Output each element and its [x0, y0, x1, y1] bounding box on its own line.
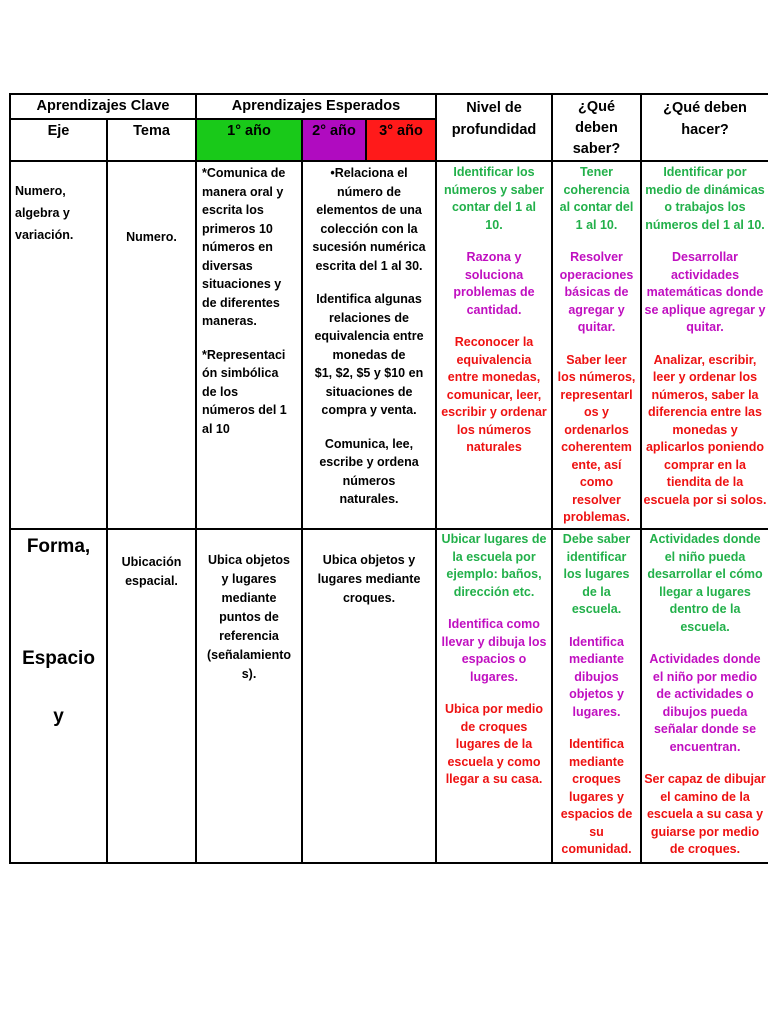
row1-nivel [437, 164, 551, 528]
aprendizajes-esperados-header: Aprendizajes Esperados [231, 98, 401, 114]
anio1-header: 1° año [227, 123, 271, 139]
eje-word: y [53, 706, 64, 727]
eje-header: Eje [47, 123, 70, 139]
text-block: Comunica, lee, escribe y ordena números naturales. [319, 436, 419, 506]
text-block: Actividades donde el niño por medio de actividades o dibujos pueda señalar donde se encuentran. [649, 652, 761, 754]
anio2-header: 2° año [312, 123, 356, 139]
text-block: Identifica como llevar y dibuja los espacios o lugares. [441, 617, 547, 684]
row2-anio23 [303, 551, 435, 851]
grid-line [9, 93, 768, 95]
row2-nivel [437, 531, 551, 861]
text-block: Identifica mediante dibujos objetos y lugares. [569, 634, 624, 719]
aprendizajes-clave-header: Aprendizajes Clave [36, 98, 170, 114]
row2-eje [11, 530, 106, 862]
row2-hacer [642, 531, 768, 861]
text-block: Desarrollar actividades matemáticas donde se aplique agregar y quitar. [644, 250, 766, 334]
text-block: Resolver operaciones básicas de agregar y quitar. [559, 250, 634, 334]
tema-header: Tema [133, 123, 170, 139]
text-block: Reconocer la equivalencia entre monedas, comunicar, leer, escribir y ordenar los números naturales [441, 335, 547, 454]
text-block: •Relaciona el número de elementos de una colección con la sucesión numérica escrita del 1 al 30. [312, 166, 426, 273]
text-block: Identifica algunas relaciones de equivalencia entre monedas de $1, $2, $5 y $10 en situaciones de compra y venta. [314, 292, 424, 417]
row1-eje: Numero, algebra y variación. [15, 184, 74, 242]
text-block: Actividades donde el niño pueda desarrollar el cómo llegar a lugares dentro de la escuela. [647, 532, 763, 634]
row1-anio23 [303, 164, 435, 528]
nivel-header: Nivel de profundidad [451, 100, 537, 138]
text-block: Saber leer los números, representarl os y ordenarlos coherentem ente, así como resolver problemas. [557, 352, 636, 524]
que-hacer-header: ¿Qué deben hacer? [663, 100, 747, 138]
row2-anio1 [197, 551, 301, 851]
text-block: Identifica mediante croques lugares y espacios de su comunidad. [560, 737, 633, 856]
text-block: Ser capaz de dibujar el camino de la escuela a su casa y guiarse por medio de croques. [644, 772, 766, 856]
eje-word: Espacio [22, 648, 95, 669]
text-block: Identificar por medio de dinámicas o trabajos los números del 1 al 10. [645, 165, 765, 232]
anio3-header: 3° año [379, 123, 423, 139]
text-block: Ubicar lugares de la escuela por ejemplo: baños, dirección etc. [441, 532, 547, 599]
text-block: Razona y soluciona problemas de cantidad. [453, 250, 535, 317]
row1-tema: Numero. [126, 230, 177, 244]
row1-anio1 [202, 164, 301, 528]
grid-line [9, 160, 768, 162]
row1-saber [553, 164, 640, 528]
text-block: Ubica por medio de croques lugares de la escuela y como llegar a su casa. [445, 702, 543, 786]
text-block: Debe saber identificar los lugares de la escuela. [562, 532, 631, 616]
row2-tema: Ubicación espacial. [121, 555, 182, 588]
grid-line [9, 862, 768, 864]
row1-hacer [642, 164, 768, 528]
eje-word: Forma, [26, 536, 91, 557]
text-block: Tener coherencia al contar del 1 al 10. [559, 165, 634, 232]
text-block: Ubica objetos y lugares mediante croques. [317, 553, 421, 605]
grid-line [9, 118, 437, 120]
que-saber-header: ¿Qué deben saber? [572, 99, 621, 157]
text-block: Identificar los números y saber contar del 1 al 10. [443, 165, 545, 232]
text-block: *Representaci ón simbólica de los números del 1 al 10 [202, 347, 287, 436]
grid-line [9, 528, 768, 530]
row2-saber [553, 531, 640, 861]
text-block: Ubica objetos y lugares mediante puntos de referencia (señalamiento s). [206, 553, 292, 681]
text-block: *Comunica de manera oral y escrita los primeros 10 números en diversas situaciones y de diferentes maneras. [202, 166, 286, 328]
text-block: Analizar, escribir, leer y ordenar los números, saber la diferencia entre las monedas y aplicarlos poniendo comprar en la tiendita de la escuela por si solos. [643, 352, 767, 507]
